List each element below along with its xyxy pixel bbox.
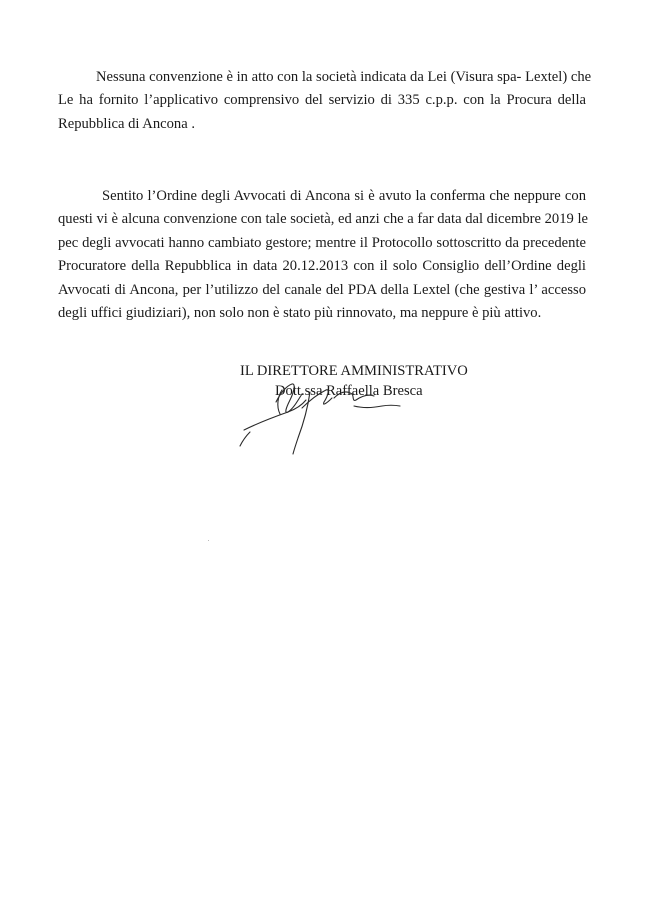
handwritten-signature bbox=[236, 372, 436, 462]
paragraph-line: Procuratore della Repubblica in data 20.12.2013 con il solo Consiglio dell’Ordine degli bbox=[58, 258, 586, 275]
paragraph-line: degli uffici giudiziari), non solo non è stato più rinnovato, ma neppure è più attivo. bbox=[58, 305, 542, 322]
paragraph-line: pec degli avvocati hanno cambiato gestore; mentre il Protocollo sottoscritto da precedente bbox=[58, 234, 586, 251]
paragraph-line: Repubblica di Ancona . bbox=[58, 115, 195, 132]
paragraph-line: Nessuna convenzione è in atto con la società indicata da Lei (Visura spa- Lextel) che bbox=[96, 69, 592, 85]
signatory-name: Dott.ssa Raffaella Bresca bbox=[275, 383, 423, 399]
paragraph-ordine-avvocati bbox=[58, 185, 586, 325]
paragraph-line: Avvocati di Ancona, per l’utilizzo del canale del PDA della Lextel (che gestiva l’ accesso bbox=[58, 281, 586, 298]
paragraph-line: Le ha fornito l’applicativo comprensivo del servizio di 335 c.p.p. con la Procura della bbox=[58, 92, 586, 109]
paragraph-line: Sentito l’Ordine degli Avvocati di Ancona si è avuto la conferma che neppure con bbox=[102, 188, 586, 204]
paragraph-line: questi vi è alcuna convenzione con tale società, ed anzi che a far data dal dicembre 2019 le bbox=[58, 211, 588, 228]
signatory-title: IL DIRETTORE AMMINISTRATIVO bbox=[240, 363, 468, 379]
scan-speck bbox=[208, 540, 209, 541]
paragraph-convenzione bbox=[58, 66, 592, 136]
